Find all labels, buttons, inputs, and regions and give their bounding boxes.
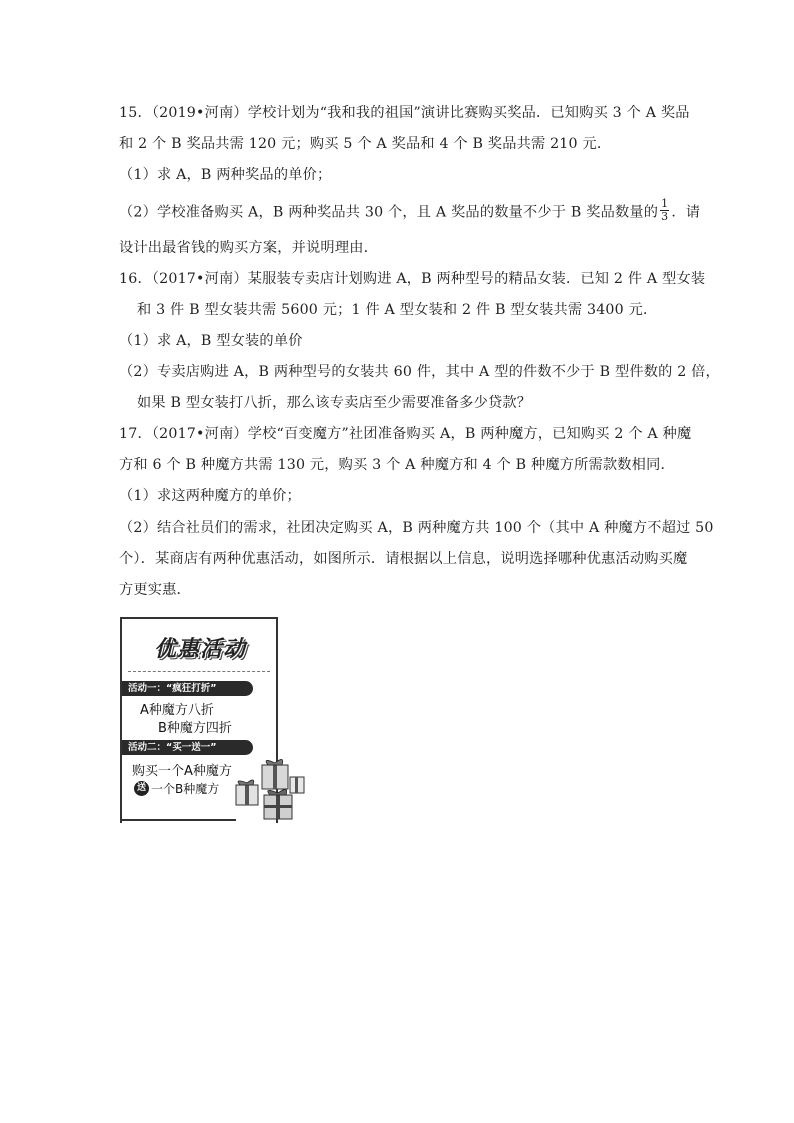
problem-17-part-2-line-3: 方更实惠．: [119, 582, 191, 598]
problem-16-part-1: （1）求 A，B 型女装的单价: [119, 333, 303, 349]
problem-17-line-1: 17．（2017•河南）学校“百变魔方”社团准备购买 A，B 两种魔方，已知购买 2 个 A 种魔: [119, 426, 692, 442]
promo-title: [144, 629, 256, 665]
song-badge: 送: [134, 781, 149, 796]
problem-15-line-2: 和 2 个 B 奖品共需 120 元；购买 5 个 A 奖品和 4 个 B 奖品共需 210 元．: [119, 136, 612, 152]
problem-15-part-2-tail: ．请: [671, 204, 701, 221]
problem-16-line-2: 和 3 件 B 型女装共需 5600 元；1 件 A 型女装和 2 件 B 型女装共需 3400 元．: [137, 302, 658, 318]
problem-16-line-1: 16．（2017•河南）某服装专卖店计划购进 A，B 两种型号的精品女装．已知 2 件 A 型女装: [119, 271, 706, 287]
activity-2-line-1: 购买一个A种魔方: [132, 764, 232, 779]
activity-1-label: 活动一：“疯狂打折”: [122, 681, 253, 696]
problem-17-line-2: 方和 6 个 B 种魔方共需 130 元，购买 3 个 A 种魔方和 4 个 B 种魔方所需款数相同．: [119, 457, 675, 473]
problem-15-part-2-line-2: 设计出最省钱的购买方案，并说明理由．: [119, 240, 378, 256]
problem-15-part-2-text: （2）学校准备购买 A，B 两种奖品共 30 个，且 A 奖品的数量不少于 B 奖品数量的: [119, 204, 659, 221]
problem-16-part-2-line-2: 如果 B 型女装打八折，那么该专卖店至少需要准备多少贷款？: [137, 395, 532, 411]
problem-17-part-1: （1）求这两种魔方的单价；: [119, 488, 301, 504]
problem-17-part-2-line-2: 个）．某商店有两种优惠活动，如图所示．请根据以上信息，说明选择哪种优惠活动购买魔: [119, 551, 688, 567]
activity-1-line-1: A种魔方八折: [140, 703, 214, 718]
problem-15-line-1: 15．（2019•河南）学校计划为“我和我的祖国”演讲比赛购买奖品．已知购买 3 个 A 奖品: [119, 105, 690, 121]
problem-15-part-1: （1）求 A，B 两种奖品的单价；: [119, 167, 332, 183]
fraction-numerator: 1: [661, 197, 669, 210]
gift-boxes-icon: [230, 755, 306, 821]
fraction-denominator: 3: [661, 210, 669, 223]
fraction-one-third: [660, 198, 669, 223]
divider: [128, 671, 270, 672]
activity-2-line-2: 一个B种魔方: [151, 782, 220, 796]
problem-16-part-2: （2）专卖店购进 A，B 两种型号的女装共 60 件，其中 A 型的件数不少于 B 型件数的 2 倍，: [119, 364, 720, 380]
activity-1-line-2: B种魔方四折: [158, 721, 232, 736]
problem-15-part-2: [119, 197, 701, 225]
activity-2-label: 活动二：“买一送一”: [122, 740, 253, 755]
promo-bottom-border: [120, 819, 236, 821]
promo-title-text: 优惠活动: [153, 636, 246, 662]
problem-17-part-2: （2）结合社员们的需求，社团决定购买 A，B 两种魔方共 100 个（其中 A 种魔方不超过 50: [119, 520, 714, 536]
